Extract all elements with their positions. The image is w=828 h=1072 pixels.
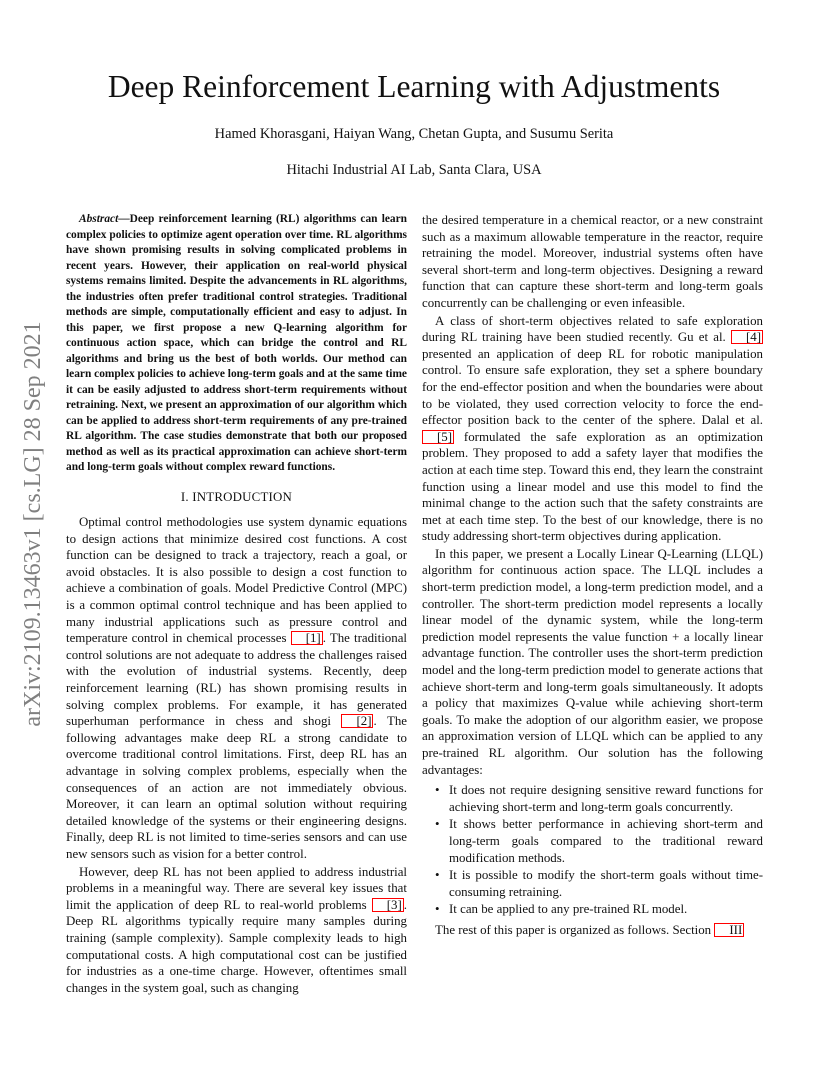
- list-item: • It can be applied to any pre-trained RL model.: [449, 901, 763, 918]
- body-paragraph: A class of short-term objectives related to safe exploration during RL training have been studied recently. Gu et al. [4] presented an application of deep RL for robotic manipulation control. To ensure safe exploration, they set a sphere boundary for the end-effector position and when the boundaries were about to be violated, they used correction velocity to force the end-effector position back to the center of the sphere. Dalal et al. [5] formulated the safe exploration as an optimization problem. They proposed to add a safety layer that modifies the action at each time step. Toward this end, they learn the constraint function using a linear model and use this model to find the minimal change to the action such that the safety constraints are met at each time step. To the best of our knowledge, there is no study addressing short-term objectives during application.: [422, 313, 763, 544]
- arxiv-stamp: arXiv:2109.13463v1 [cs.LG] 28 Sep 2021: [20, 321, 46, 727]
- body-paragraph: the desired temperature in a chemical reactor, or a new constraint such as a maximum allowable temperature in the reactor, require retraining the model. Moreover, industrial systems often have several short-term and long-term objectives. Designing a reward function that can capture these short-term and long-term goals concurrently can be challenging or even infeasible.: [422, 213, 763, 310]
- list-item: • It shows better performance in achieving short-term and long-term goals compared to the traditional reward modification methods.: [449, 816, 763, 866]
- body-paragraph: The rest of this paper is organized as follows. Section III: [435, 922, 743, 937]
- left-column: [66, 212, 407, 996]
- section-heading-introduction: I. INTRODUCTION: [180, 489, 293, 504]
- abstract-dash: —: [118, 213, 130, 225]
- affiliation: Hitachi Industrial AI Lab, Santa Clara, USA: [286, 162, 542, 178]
- citation-link[interactable]: [3]: [372, 898, 404, 912]
- body-paragraph: In this paper, we present a Locally Linear Q-Learning (LLQL) algorithm for continuous action space. The LLQL includes a short-term prediction model, a long-term prediction model, and a controller. The short-term prediction model represents a locally linear model of the dynamic system, while the long-term prediction model represents the value function + a locally linear advantage function. The controller uses the short-term prediction model and the long-term prediction model to generate actions that achieve short-term and long-term goals simultaneously. It adopts a policy that maximizes Q-value while achieving short-term goals. To make the adoption of our algorithm easier, we propose an approximation version of LLQL which can be applied to any pre-trained RL algorithm. Our solution has the following advantages:: [422, 546, 763, 777]
- advantages-list: [422, 782, 763, 918]
- citation-link[interactable]: [1]: [291, 631, 323, 645]
- list-item: • It is possible to modify the short-term goals without time-consuming retraining.: [449, 867, 763, 900]
- section-ref-link[interactable]: III: [714, 923, 744, 937]
- abstract-text: Deep reinforcement learning (RL) algorithms can learn complex policies to optimize agent operation over time. RL algorithms have shown promising results in solving complicated problems in recent years. However, their application on real-world physical systems remains limited. Despite the advancements in RL algorithms, the industries often prefer traditional control strategies. Traditional methods are simple, computationally efficient and easy to adjust. In this paper, we first propose a new Q-learning algorithm for continuous action space, which can bridge the control and RL algorithms and bring us the best of both worlds. Our method can learn complex policies to achieve long-term goals and at the same time it can be easily adjusted to address short-term requirements without retraining. Next, we present an approximation of our algorithm which can be applied to address short-term requirements of any pre-trained RL algorithm. The case studies demonstrate that both our proposed method as well as its practical approximation can achieve short-term and long-term goals without complex reward functions.: [66, 213, 407, 473]
- right-column: [422, 212, 763, 939]
- citation-link[interactable]: [4]: [731, 330, 763, 344]
- abstract-lead: Abstract: [79, 213, 119, 225]
- body-paragraph: Optimal control methodologies use system dynamic equations to design actions that minimize desired cost functions. A cost function can be designed to track a trajectory, reach a goal, or avoid obstacles. It is also possible to design a cost function to achieve a combination of goals. Model Predictive Control (MPC) is a common optimal control technique and has been applied to many industrial applications such as pressure control and temperature control in chemical processes [1] . The traditional control solutions are not adequate to address the challenges raised with the evolution of industrial systems. Recently, deep reinforcement learning (RL) has shown promising results in solving complex problems. For example, it has generated superhuman performance in chess and shogi [2] . The following advantages make deep RL a strong candidate to overcome traditional control limitations. First, deep RL has an advantage in solving complex problems, especially when the consequences of an action are not immediately obvious. Moreover, it can learn an optimal solution without requiring detailed knowledge of the systems or their engineering designs. Finally, deep RL is not limited to time-series sensors and can use new sensors such as vision for a better control.: [66, 515, 407, 861]
- list-item: • It does not require designing sensitive reward functions for achieving short-term and long-term goals concurrently.: [449, 782, 763, 815]
- arxiv-sidebar: [18, 289, 48, 759]
- body-paragraph: However, deep RL has not been applied to address industrial problems in a meaningful way. There are several key issues that limit the application of deep RL to real-world problems [3] . Deep RL algorithms typically require many samples during training (sample complexity). Sample complexity leads to high computational costs. A high computational cost can be justified for industries as a one-time charge. However, oftentimes small changes in the system goal, such as changing: [66, 864, 407, 995]
- abstract: [66, 212, 407, 476]
- citation-link[interactable]: [5]: [422, 430, 454, 444]
- citation-link[interactable]: [2]: [341, 714, 373, 728]
- author-list: Hamed Khorasgani, Haiyan Wang, Chetan Gupta, and Susumu Serita: [214, 126, 614, 142]
- paper-title: Deep Reinforcement Learning with Adjustments: [107, 69, 721, 104]
